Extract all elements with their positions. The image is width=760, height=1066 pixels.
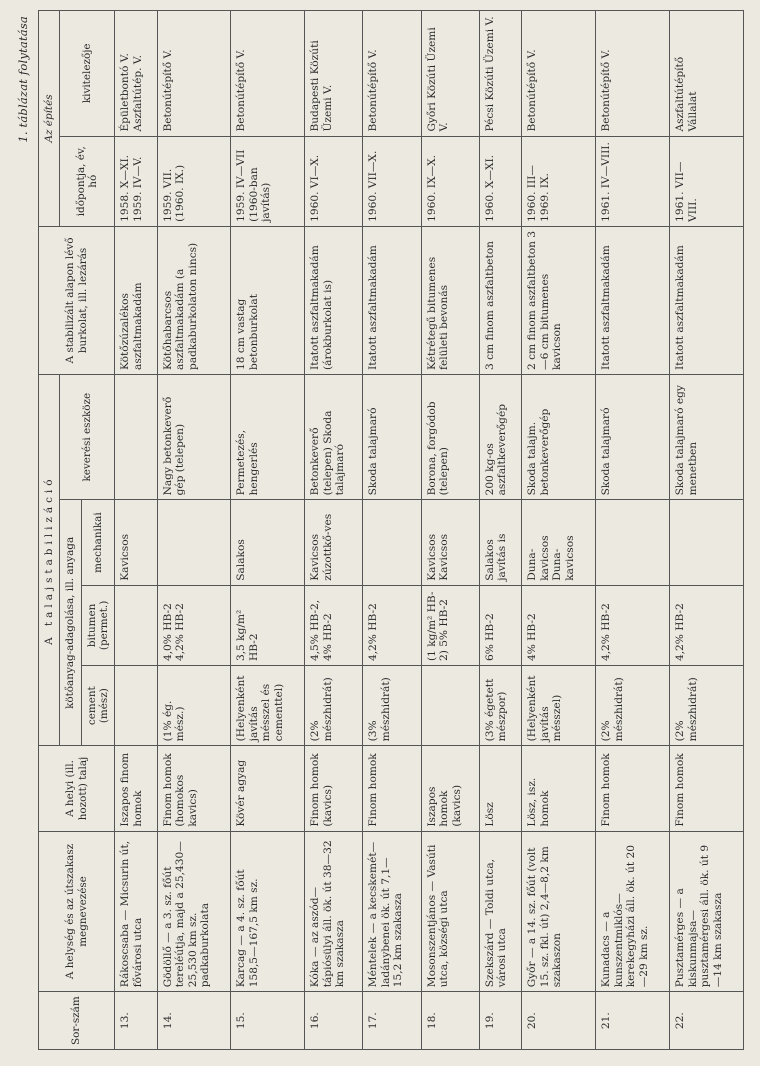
mixing-equipment: Borona, forgódob (telepen) <box>421 374 479 499</box>
mixing-equipment <box>115 374 158 499</box>
header-helyseg: A helység és az útszakasz megnevezése <box>39 831 115 992</box>
row-number: 18. <box>421 992 479 1050</box>
soil-type: Lösz, isz. homok <box>522 746 596 831</box>
mechanical-material <box>596 500 670 585</box>
location-name: Kóka — az aszód—tápiósülyi áll. ök. út 38—32 km szakasza <box>305 831 363 992</box>
header-idopont: időpontja, év, hó <box>60 136 115 226</box>
table-row <box>231 11 305 1050</box>
location-name: Szekszárd — Toldi utca, városi utca <box>479 831 522 992</box>
mechanical-material: Kavicsos <box>115 500 158 585</box>
mixing-equipment: Skoda talajm. betonkeverőgép <box>522 374 596 499</box>
soil-type: Finom homok <box>596 746 670 831</box>
contractor: Budapesti Közúti Üzemi V. <box>305 11 363 137</box>
mixing-equipment: Skoda talajmaró egy menetben <box>670 374 744 499</box>
construction-date: 1960. III— 1969. IX. <box>522 136 596 226</box>
soil-type: Finom homok <box>670 746 744 831</box>
row-number: 20. <box>522 992 596 1050</box>
row-number: 13. <box>115 992 158 1050</box>
row-number: 22. <box>670 992 744 1050</box>
row-number: 19. <box>479 992 522 1050</box>
header-stabilizacio: A talajstabilizáció <box>39 374 60 745</box>
construction-date: 1960. X—XI. <box>479 136 522 226</box>
location-name: Gödöllő — a 3. sz. főút tereléútja, majd a 25,430—25,530 km sz. padkaburkolata <box>157 831 231 992</box>
mixing-equipment: Betonkeverő (telepen) Skoda talajmaró <box>305 374 363 499</box>
header-burkolat: A stabilizált alapon lévő burkolat, ill. lezárás <box>39 226 115 374</box>
construction-date: 1960. VI—X. <box>305 136 363 226</box>
surface-covering: Kötőhabarcsos aszfaltmakadám (a padkaburkolaton nincs) <box>157 226 231 374</box>
table-caption: 1. táblázat folytatása <box>16 16 30 143</box>
mechanical-material: Duna-kavicsos Duna-kavicsos <box>522 500 596 585</box>
cement-dosage: (2% mészhidrát) <box>596 666 670 746</box>
header-talaj: A helyi (ill. hozott) talaj <box>39 746 115 831</box>
cement-dosage: (2% mészhidrát) <box>305 666 363 746</box>
soil-type: Finom homok <box>363 746 421 831</box>
bitumen-dosage: 4,0% HB-2 4,2% HB-2 <box>157 585 231 665</box>
soil-type: Iszapos homok (kavics) <box>421 746 479 831</box>
header-mechanikai: mechanikai <box>81 500 115 585</box>
mechanical-material <box>670 500 744 585</box>
header-sor: Sor-szám <box>39 992 115 1050</box>
soil-type: Finom homok (homokos kavics) <box>157 746 231 831</box>
mechanical-material <box>363 500 421 585</box>
contractor: Betonútépítő V. <box>157 11 231 137</box>
contractor: Győri Közúti Üzemi V. <box>421 11 479 137</box>
table-row <box>522 11 596 1050</box>
location-name: Rákoscsaba — Micsurin út, fővárosi utca <box>115 831 158 992</box>
table-header <box>39 11 115 1050</box>
contractor: Betonútépítő V. <box>522 11 596 137</box>
location-name: Pusztamérges — a kiskunmajsa—pusztamérgesi áll. ök. út 9—14 km szakasza <box>670 831 744 992</box>
surface-covering: 3 cm finom aszfaltbeton <box>479 226 522 374</box>
location-name: Győr — a 14. sz. főút (volt 15. sz. fkl. út) 2,4—8,2 km szakaszon <box>522 831 596 992</box>
header-keveresi: keverési eszköze <box>60 374 115 499</box>
mixing-equipment: 200 kg-os aszfaltkeverőgép <box>479 374 522 499</box>
cement-dosage: (Helyenként javítás mésszel és cementtel) <box>231 666 305 746</box>
mechanical-material: Salakos <box>231 500 305 585</box>
surface-covering: Itatott aszfaltmakadám <box>596 226 670 374</box>
mixing-equipment: Skoda talajmaró <box>596 374 670 499</box>
cement-dosage: (Helyenként javítás mésszel) <box>522 666 596 746</box>
location-name: Kunadacs — a kunszentmiklós—kerekegyházi áll. ök. út 20—29 km sz. <box>596 831 670 992</box>
surface-covering: Kétrétegű bitumenes felületi bevonás <box>421 226 479 374</box>
table-row <box>115 11 158 1050</box>
bitumen-dosage: 6% HB-2 <box>479 585 522 665</box>
surface-covering: Itatott aszfaltmakadám <box>363 226 421 374</box>
mechanical-material <box>157 500 231 585</box>
header-kivitelezo: kivitelezője <box>60 11 115 137</box>
soil-type: Lösz <box>479 746 522 831</box>
table-row <box>157 11 231 1050</box>
construction-date: 1961. VII—VIII. <box>670 136 744 226</box>
table-row <box>363 11 421 1050</box>
surface-covering: Itatott aszfaltmakadám (árokburkolat is) <box>305 226 363 374</box>
surface-covering: Kötőzúzalékos aszfaltmakadám <box>115 226 158 374</box>
bitumen-dosage <box>115 585 158 665</box>
row-number: 16. <box>305 992 363 1050</box>
construction-date: 1960. IX—X. <box>421 136 479 226</box>
table-row <box>479 11 522 1050</box>
contractor: Betonútépítő V. <box>231 11 305 137</box>
mixing-equipment: Skoda talajmaró <box>363 374 421 499</box>
mechanical-material: Kavicsos Kavicsos <box>421 500 479 585</box>
construction-date: 1959. VII. (1960. IX.) <box>157 136 231 226</box>
header-epites: Az építés <box>39 11 60 227</box>
row-number: 15. <box>231 992 305 1050</box>
construction-date: 1961. IV—VIII. <box>596 136 670 226</box>
bitumen-dosage: 4,2% HB-2 <box>670 585 744 665</box>
mechanical-material: Salakos javítás is <box>479 500 522 585</box>
header-bitumen: bitumen (permet.) <box>81 585 115 665</box>
bitumen-dosage: 4,2% HB-2 <box>363 585 421 665</box>
row-number: 14. <box>157 992 231 1050</box>
header-cement: cement (mész) <box>81 666 115 746</box>
surface-covering: Itatott aszfaltmakadám <box>670 226 744 374</box>
mechanical-material: Kavicsos zúzottkő-ves <box>305 500 363 585</box>
table-row <box>421 11 479 1050</box>
contractor: Betonútépítő V. <box>596 11 670 137</box>
table-row <box>596 11 670 1050</box>
surface-covering: 2 cm finom aszfaltbeton 3—6 cm bitumenes kavicson <box>522 226 596 374</box>
surface-covering: 18 cm vastag betonburkolat <box>231 226 305 374</box>
table-row <box>670 11 744 1050</box>
bitumen-dosage: 4,2% HB-2 <box>596 585 670 665</box>
location-name: Mosonszentjános — Vasúti utca, községi utca <box>421 831 479 992</box>
bitumen-dosage: 3,5 kg/m² HB-2 <box>231 585 305 665</box>
contractor: Betonútépítő V. <box>363 11 421 137</box>
cement-dosage <box>421 666 479 746</box>
mixing-equipment: Nagy betonkeverő gép (telepen) <box>157 374 231 499</box>
contractor: Épületbontó V. Aszfaltútép. V. <box>115 11 158 137</box>
soil-type: Kövér agyag <box>231 746 305 831</box>
construction-date: 1959. IV—VII (1960-ban javítás) <box>231 136 305 226</box>
construction-date: 1960. VII—X. <box>363 136 421 226</box>
location-name: Karcag — a 4. sz. főút 158,5—167,5 km sz. <box>231 831 305 992</box>
cement-dosage: (2% mészhidrát) <box>670 666 744 746</box>
stabilization-table <box>38 10 744 1050</box>
cement-dosage <box>115 666 158 746</box>
table-row <box>305 11 363 1050</box>
cement-dosage: (3% mészhidrát) <box>363 666 421 746</box>
row-number: 21. <box>596 992 670 1050</box>
soil-type: Iszapos finom homok <box>115 746 158 831</box>
construction-date: 1958. X—XI. 1959. IV—V. <box>115 136 158 226</box>
location-name: Méntelek — a kecskemét—ladánybenei ök. út 7,1—15,2 km szakasza <box>363 831 421 992</box>
cement-dosage: (1% ég. mész.) <box>157 666 231 746</box>
contractor: Aszfaltútépítő Vállalat <box>670 11 744 137</box>
bitumen-dosage: 4% HB-2 <box>522 585 596 665</box>
soil-type: Finom homok (kavics) <box>305 746 363 831</box>
row-number: 17. <box>363 992 421 1050</box>
mixing-equipment: Permetezés, hengerlés <box>231 374 305 499</box>
rotated-table-block <box>16 10 746 1050</box>
table-body <box>115 11 744 1050</box>
cement-dosage: (3% égetett mészpor) <box>479 666 522 746</box>
contractor: Pécsi Közúti Üzemi V. <box>479 11 522 137</box>
header-kotoanyag: kötőanyag-adagolása, ill. anyaga <box>60 500 81 746</box>
bitumen-dosage: 4,5% HB-2, 4% HB-2 <box>305 585 363 665</box>
bitumen-dosage: (1 kg/m² HB-2) 5% HB-2 <box>421 585 479 665</box>
